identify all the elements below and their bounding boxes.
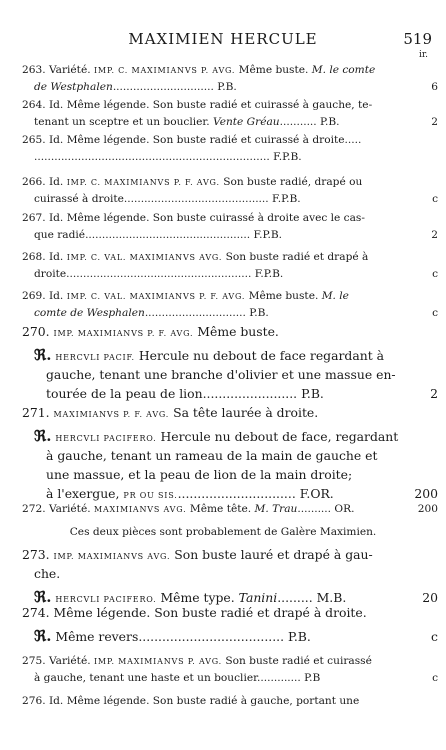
entry-number: 265.: [22, 134, 46, 146]
grade: P.B.: [249, 307, 269, 319]
coin-legend: IMP. C. VAL. MAXIMIANVS AVG.: [66, 253, 223, 262]
price: c: [431, 629, 438, 644]
grade: P.B.: [320, 116, 340, 128]
coin-legend: IMP. MAXIMIANVS P. F. AVG.: [53, 329, 194, 338]
grade: F.P.B.: [253, 229, 283, 241]
entry-number: 264.: [22, 99, 46, 111]
coin-legend: HERCVLI PACIF.: [55, 353, 135, 362]
coin-legend: IMP. C. MAXIMIANVS P. F. AVG.: [66, 178, 220, 187]
reverse-symbol: ℜ.: [34, 627, 52, 645]
provenance: de Westphalen: [34, 81, 113, 93]
provenance: comte de Wesphalen: [34, 307, 145, 319]
price: c: [432, 268, 438, 280]
entry-number: 275.: [22, 655, 46, 667]
grade: F.P.B.: [272, 193, 301, 205]
entry-number: 276.: [22, 695, 46, 707]
price: 2: [430, 386, 438, 401]
entry-number: 263.: [22, 64, 46, 76]
price: 20: [422, 590, 438, 605]
entry-number: 270.: [22, 324, 50, 339]
coin-legend: HERCVLI PACIFERO.: [55, 434, 157, 443]
page-number: 519: [403, 30, 432, 48]
grade: M.B.: [316, 590, 347, 605]
entry-number: 273.: [22, 547, 50, 562]
coin-legend: IMP. MAXIMIANVS AVG.: [53, 552, 171, 561]
exergue-mark: PR OU SIS.: [123, 491, 178, 500]
provenance: M. le: [321, 290, 349, 302]
price: 2: [431, 116, 438, 128]
coin-legend: HERCVLI PACIFERO.: [55, 595, 157, 604]
provenance: Tanini: [238, 590, 278, 605]
price: c: [432, 672, 438, 684]
entry-number: 268.: [22, 251, 46, 263]
grade: P.B.: [217, 81, 237, 93]
price: c: [432, 193, 438, 205]
coin-legend: IMP. MAXIMIANVS P. AVG.: [93, 657, 222, 666]
reverse-symbol: ℜ.: [34, 427, 52, 445]
entry-number: 269.: [22, 290, 46, 302]
grade: P.B.: [288, 629, 311, 644]
grade: F.P.B.: [254, 268, 284, 280]
entry-number: 271.: [22, 405, 50, 420]
provenance: Vente Gréau: [213, 116, 280, 128]
entry-number: 274.: [22, 605, 50, 620]
coin-legend: MAXIMIANVS AVG.: [93, 505, 187, 514]
coin-legend: MAXIMIANVS P. F. AVG.: [53, 410, 170, 419]
coin-legend: IMP. C. VAL. MAXIMIANVS P. F. AVG.: [66, 292, 246, 301]
grade: F.OR.: [299, 486, 334, 501]
signature-mark: ir.: [418, 50, 428, 60]
provenance: M. le comte: [311, 64, 376, 76]
provenance: M. Trau: [254, 503, 298, 515]
coin-legend: IMP. C. MAXIMIANVS P. AVG.: [93, 66, 236, 75]
page-title: MAXIMIEN HERCULE: [128, 30, 318, 48]
entry-number: 272.: [22, 503, 46, 515]
catalogue-page: MAXIMIEN HERCULE 519 ir. 263. Variété. IMP. C. MAXIMIANVS P. AVG. Même buste. M. le comte de Westphalen.............................. P.B. 6 264. Id. Même légende. Son buste radié et cuirassé à gauche, te- tenant un sceptre et un bouclier. Vente Gréau........... P.B. 2 265. Id. Même légende. Son buste radié et cuirassé à droite..... ...................................................................... F.P.B. 266. Id. IMP. C. MAXIMIANVS P. F. AVG. Son buste radié, drapé ou cuirassé à droite........................................... F.P.B. c 267. Id. Même légende. Son buste cuirassé à droite avec le cas- que radié................................................. F.P.B. 2 268. Id. IMP. C. VAL. MAXIMIANVS AVG. Son buste radié et drapé à droite....................................................... F.P.B. c 269. Id. IMP. C. VAL. MAXIMIANVS P. F. AVG. Même buste. M. le comte de Wesphalen.............................. P.B. c 270. IMP. MAXIMIANVS P. F. AVG. Même buste. ℜ. HERCVLI PACIF. Hercule nu debout de face regardant à gauche, tenant une branche d'olivier et une massue en- tourée de la peau de lion........................ P.B. 2 271. MAXIMIANVS P. F. AVG. Sa tête laurée à droite. ℜ. HERCVLI PACIFERO. Hercule nu debout de face, regardant à gauche, tenant un rameau de la main de gauche et une massue, et la peau de lion de la main droite; à l'exergue, PR OU SIS............................... F.OR. 200 272. Variété. MAXIMIANVS AVG. Même tête. M. Trau.......... OR. 200 Ces deux pièces sont probablement de Galère Maximien. 273. IMP. MAXIMIANVS AVG. Son buste lauré et drapé à gau- che. ℜ. HERCVLI PACIFERO. Même type. Tanini......... M.B. 20 274. Même légende. Son buste radié et drapé à droite. ℜ. Même revers..................................... P.B. c 275. Variété. IMP. MAXIMIANVS P. AVG. Son buste radié et cuirassé à gauche, tenant une haste et un bouclier............. P.B c 276. Id. Même légende. Son buste radié à gauche, portant une: [0, 0, 446, 750]
reverse-symbol: ℜ.: [34, 346, 52, 364]
grade: P.B.: [301, 386, 324, 401]
grade: P.B: [304, 672, 321, 684]
price: 200: [417, 503, 438, 515]
price: 6: [431, 81, 438, 93]
entry-number: 267.: [22, 212, 46, 224]
grade: OR.: [334, 503, 355, 515]
page-header: [0, 30, 446, 60]
entry-number: 266.: [22, 176, 46, 188]
price: 2: [431, 229, 438, 241]
reverse-symbol: ℜ.: [34, 588, 52, 606]
price: c: [432, 307, 438, 319]
price: 200: [414, 486, 438, 501]
grade: F.P.B.: [273, 151, 302, 163]
